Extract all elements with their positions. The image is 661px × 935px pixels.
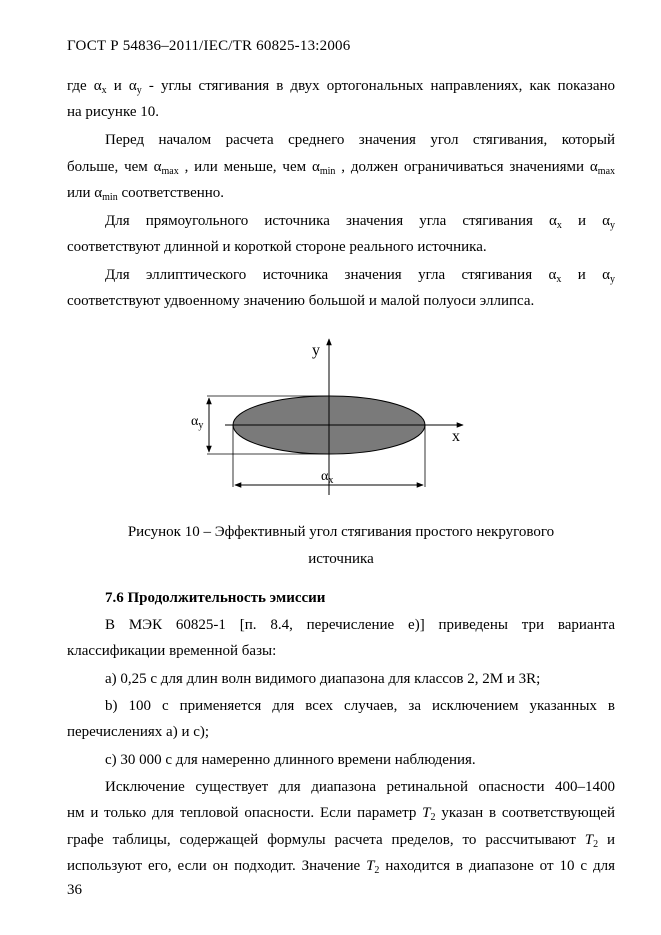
list-item-c: c) 30 000 с для намеренно длинного времени наблюдения.: [105, 752, 476, 768]
para2-line3: или $\alpha_{min}$ соответственно.: [67, 185, 225, 203]
para2-line2: больше, чем $\alpha_{max}$ , или меньше, чем $\alpha_{min}$ , должен ограничиваться значениями $\alpha_{max}$: [67, 159, 616, 177]
document-header: ГОСТ Р 54836–2011/IEC/TR 60825-13:2006: [67, 38, 351, 54]
list-item-a: a) 0,25 с для длин волн видимого диапазона для классов 2, 2M и 3R;: [105, 671, 541, 687]
page-number: 36: [67, 882, 82, 898]
figure-caption-line1: Рисунок 10 – Эффективный угол стягивания простого некругового: [127, 524, 555, 540]
para3-line1: Для прямоугольного источника значения угла стягивания $\alpha_x$ и $\alpha_y$: [105, 213, 615, 231]
para2-line1: Перед началом расчета среднего значения угол стягивания, который: [105, 132, 615, 148]
para4-line2: соответствуют удвоенному значению большой и малой полуоси эллипса.: [67, 293, 535, 309]
para1-line2: на рисунке 10.: [67, 104, 160, 120]
x-axis-label: x: [452, 428, 460, 445]
section-p1-line2: классификации временной базы:: [67, 643, 277, 659]
section-p2-line1: Исключение существует для диапазона ретинальной опасности 400–1400: [105, 779, 615, 795]
para4-line1: Для эллиптического источника значения угла стягивания $\alpha_x$ и $\alpha_y$: [105, 267, 615, 285]
section-p2-line3: графе таблицы, содержащей формулы расчета пределов, то рассчитывают $T_2$ и: [67, 832, 616, 850]
para3-line2: соответствуют длинной и короткой стороне реального источника.: [67, 239, 487, 255]
list-item-b-line2: перечислениях a) и c);: [67, 724, 210, 740]
list-item-b-line1: b) 100 с применяется для всех случаев, за исключением указанных в: [105, 698, 615, 714]
figure-caption-line2: источника: [308, 551, 374, 567]
section-p2-line4: используют его, если он подходит. Значение $T_2$ находится в диапазоне от 10 с для: [67, 858, 615, 876]
y-axis-label: y: [312, 342, 320, 359]
section-p2-line2: нм и только для тепловой опасности. Если параметр $T_2$ указан в соответствующей: [67, 805, 615, 823]
section-heading: 7.6 Продолжительность эмиссии: [105, 590, 326, 606]
alpha-y-label: $\alpha_y$: [191, 414, 204, 431]
section-p1-line1: В МЭК 60825-1 [п. 8.4, перечисление e)] приведены три варианта: [105, 617, 615, 633]
figure-10-diagram: [185, 335, 475, 495]
para1-line1: где $\alpha_x$ и $\alpha_y$ - углы стягивания в двух ортогональных направлениях, как показано: [67, 78, 616, 96]
alpha-x-label: $\alpha_x$: [321, 469, 334, 486]
